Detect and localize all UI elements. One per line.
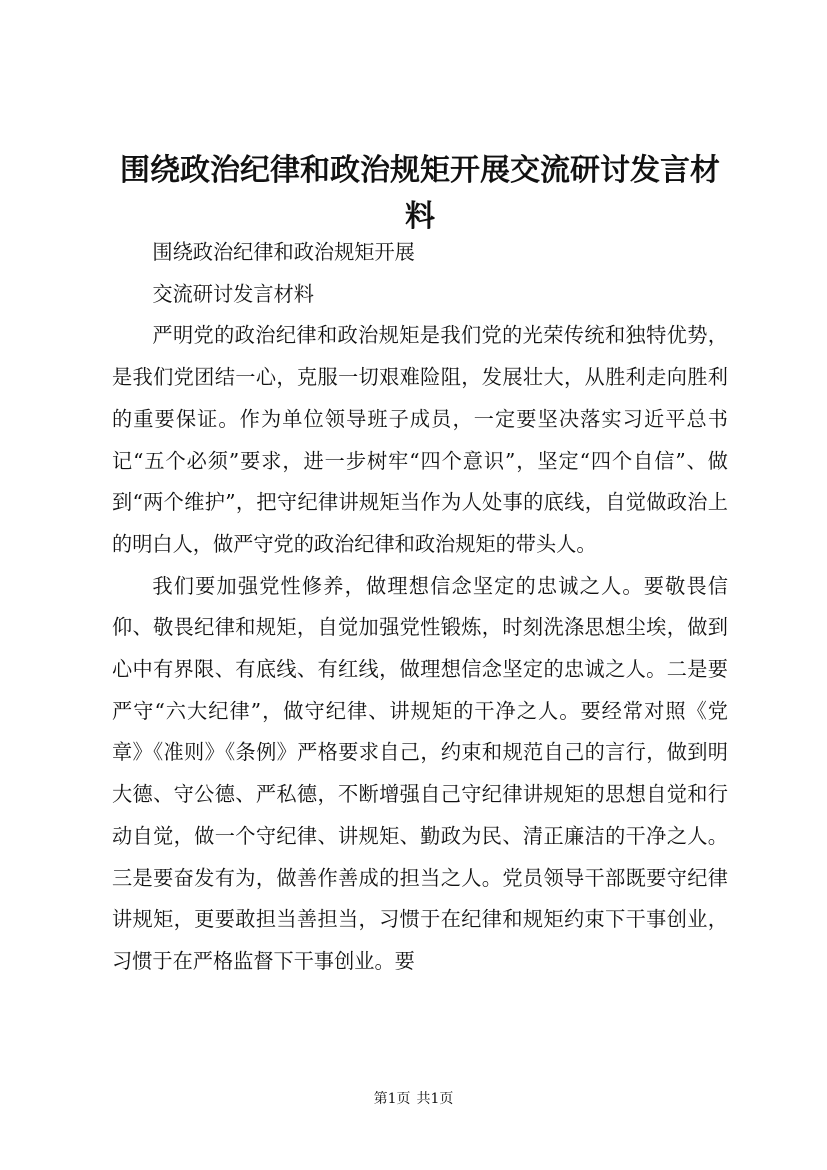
page-number-current: 第1页 — [373, 1091, 411, 1107]
document-body — [112, 232, 728, 983]
body-paragraph: 我们要加强党性修养，做理想信念坚定的忠诚之人。要敬畏信仰、敬畏纪律和规矩，自觉加强党性锻炼，时刻洗涤思想尘埃，做到心中有界限、有底线、有红线，做理想信念坚定的忠诚之人。二是要严守“六大纪律”，做守纪律、讲规矩的干净之人。要经常对照《党章》《准则》《条例》严格要求自己，约束和规范自己的言行，做到明大德、守公德、严私德，不断增强自己守纪律讲规矩的思想自觉和行动自觉，做一个守纪律、讲规矩、勤政为民、清正廉洁的干净之人。三是要奋发有为，做善作善成的担当之人。党员领导干部既要守纪律讲规矩，更要敢担当善担当，习惯于在纪律和规矩约束下干事创业，习惯于在严格监督下干事创业。要 — [112, 573, 728, 973]
body-paragraph: 严明党的政治纪律和政治规矩是我们党的光荣传统和独特优势，是我们党团结一心，克服一切艰难险阻，发展壮大，从胜利走向胜利的重要保证。作为单位领导班子成员，一定要坚决落实习近平总书记“五个必须”要求，进一步树牢“四个意识”，坚定“四个自信”、做到“两个维护”，把守纪律讲规矩当作为人处事的底线，自觉做政治上的明白人，做严守党的政治纪律和政治规矩的带头人。 — [112, 323, 728, 556]
page-footer — [0, 1088, 827, 1108]
subtitle-line-1: 围绕政治纪律和政治规矩开展 — [152, 240, 415, 264]
subtitle-line-2: 交流研讨发言材料 — [152, 281, 314, 306]
document-title: 围绕政治纪律和政治规矩开展交流研讨发言材料 — [120, 153, 720, 234]
page-number-total: 共1页 — [416, 1091, 454, 1107]
